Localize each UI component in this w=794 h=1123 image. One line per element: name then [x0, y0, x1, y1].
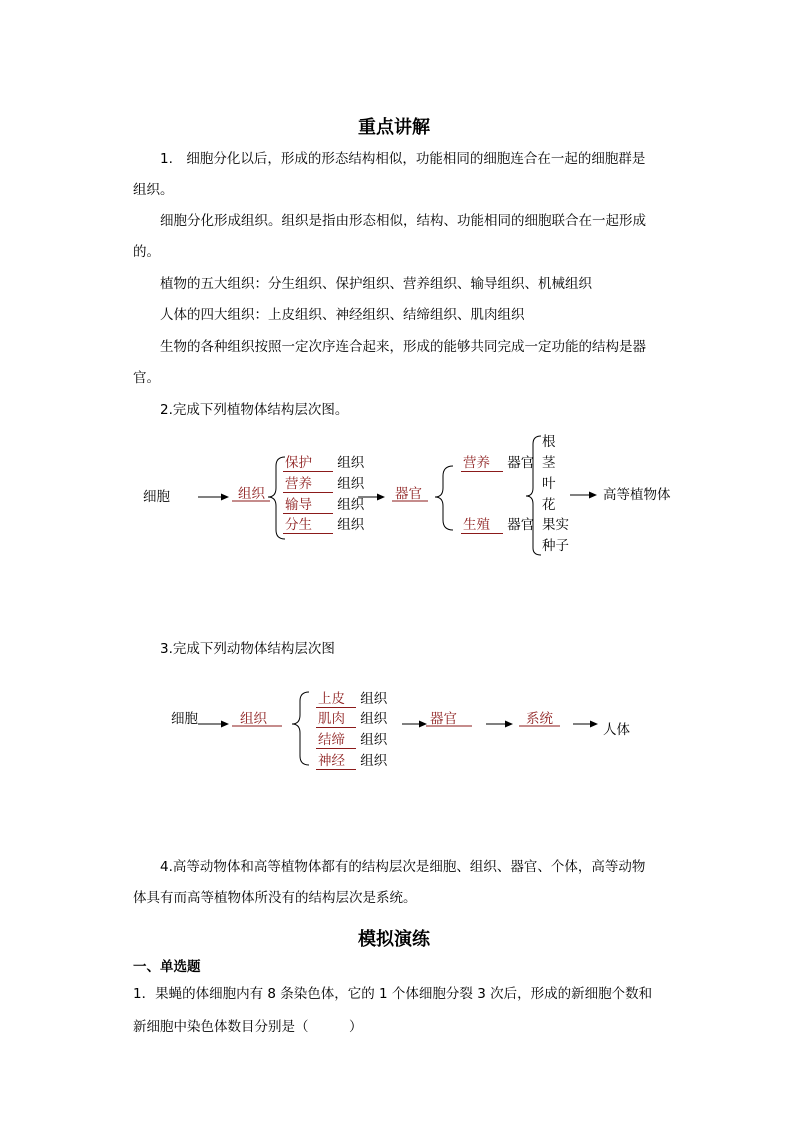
plant-tissue-answer: 组织	[238, 486, 265, 502]
plant-cell-label: 细胞	[143, 489, 170, 505]
plant-tissue-type-4: 分生	[283, 517, 333, 534]
animal-tissue-row	[316, 730, 387, 750]
animal-tissue-suffix: 组织	[360, 711, 388, 727]
mcq-1-line-1: 1．果蝇的体细胞内有 8 条染色体，它的 1 个体细胞分裂 3 次后，形成的新细胞个数和	[133, 986, 653, 1002]
section-title: 重点讲解	[358, 117, 430, 138]
animal-tissue-row	[316, 751, 387, 771]
plant-organ-item: 根	[542, 434, 556, 450]
paragraph-3: 植物的五大组织：分生组织、保护组织、营养组织、输导组织、机械组织	[160, 276, 592, 292]
animal-tissue-type-3: 结缔	[316, 732, 356, 749]
plant-organ-item: 花	[542, 497, 556, 513]
animal-system-answer: 系统	[526, 711, 553, 727]
plant-organ-item: 茎	[542, 455, 556, 471]
paragraph-1-line-2: 组织。	[133, 182, 174, 198]
animal-tissue-type-4: 神经	[316, 753, 356, 770]
paragraph-4: 人体的四大组织：上皮组织、神经组织、结缔组织、肌肉组织	[160, 307, 525, 323]
plant-tissue-type-3: 输导	[283, 497, 333, 514]
paragraph-5-line-1: 生物的各种组织按照一定次序连合起来，形成的能够共同完成一定功能的结构是器	[160, 339, 646, 355]
plant-organ-group-1: 营养	[461, 455, 503, 472]
animal-tissue-type-1: 上皮	[316, 691, 356, 708]
plant-tissue-suffix: 组织	[337, 476, 365, 492]
plant-organ-group-2: 生殖	[461, 517, 503, 534]
animal-tissue-answer: 组织	[240, 711, 267, 727]
section-2-subtitle: 一、单选题	[133, 959, 201, 975]
animal-result-label: 人体	[603, 722, 630, 738]
question-4-line-1: 4.高等动物体和高等植物体都有的结构层次是细胞、组织、器官、个体，高等动物	[160, 859, 646, 875]
plant-tissue-suffix: 组织	[337, 455, 365, 471]
animal-tissue-suffix: 组织	[360, 691, 388, 707]
plant-organ-item: 果实	[542, 517, 569, 533]
plant-organ-answer: 器官	[395, 486, 422, 502]
plant-organ-item: 种子	[542, 538, 569, 554]
animal-cell-label: 细胞	[171, 711, 198, 727]
animal-organ-answer: 器官	[430, 711, 457, 727]
paragraph-1-line-1: 1. 细胞分化以后，形成的形态结构相似，功能相同的细胞连合在一起的细胞群是	[160, 151, 646, 167]
animal-tissue-row	[316, 709, 387, 729]
plant-tissue-type-1: 保护	[283, 455, 333, 472]
plant-tissue-type-2: 营养	[283, 476, 333, 493]
question-3: 3.完成下列动物体结构层次图	[160, 641, 335, 657]
plant-tissue-suffix: 组织	[337, 497, 365, 513]
question-2: 2.完成下列植物体结构层次图。	[160, 402, 349, 418]
plant-organ-item: 叶	[542, 476, 556, 492]
animal-tissue-type-2: 肌肉	[316, 711, 356, 728]
animal-tissue-suffix: 组织	[360, 732, 388, 748]
animal-tissue-suffix: 组织	[360, 753, 388, 769]
plant-organ-suffix: 器官	[507, 455, 535, 471]
plant-organ-suffix: 器官	[507, 517, 535, 533]
animal-tissue-row	[316, 689, 387, 709]
paragraph-2-line-1: 细胞分化形成组织。组织是指由形态相似，结构、功能相同的细胞联合在一起形成	[160, 213, 646, 229]
plant-tissue-suffix: 组织	[337, 517, 365, 533]
paragraph-5-line-2: 官。	[133, 370, 160, 386]
plant-result-label: 高等植物体	[603, 487, 671, 503]
paragraph-2-line-2: 的。	[133, 244, 160, 260]
mcq-1-line-2: 新细胞中染色体数目分别是（ ）	[133, 1019, 363, 1035]
question-4-line-2: 体具有而高等植物体所没有的结构层次是系统。	[133, 890, 417, 906]
section-2-title: 模拟演练	[358, 929, 430, 950]
